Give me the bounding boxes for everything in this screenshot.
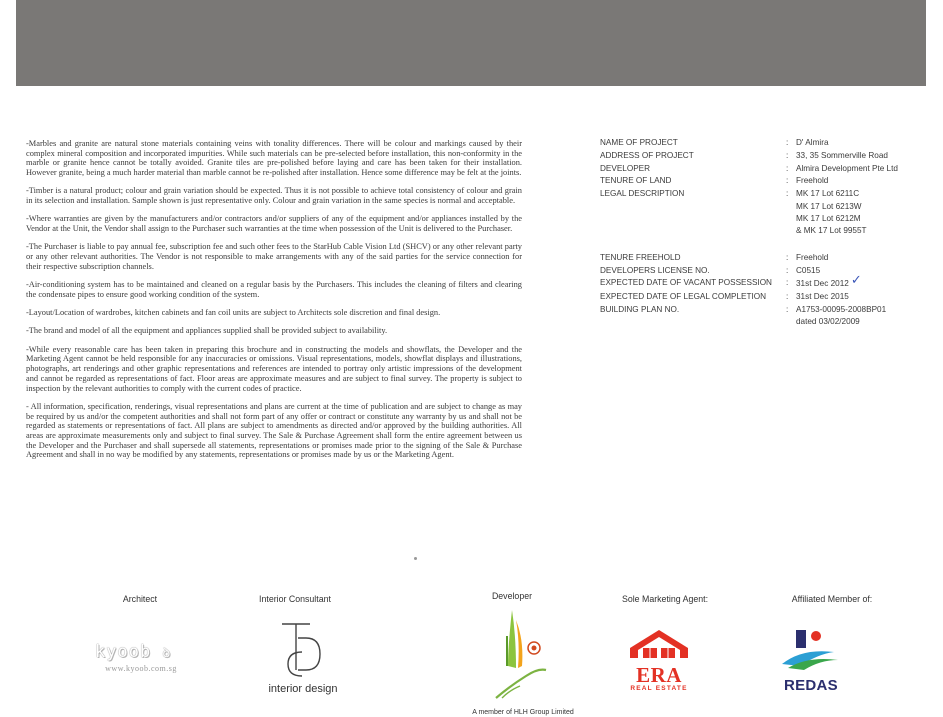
handwritten-check-icon: ✓ bbox=[850, 273, 862, 289]
detail-value-list bbox=[796, 304, 930, 329]
detail-label: DEVELOPER bbox=[600, 163, 651, 173]
detail-row-legal-description bbox=[600, 188, 930, 238]
detail-label: EXPECTED DATE OF VACANT POSSESSION bbox=[600, 278, 772, 288]
redas-logo bbox=[778, 626, 844, 694]
developer-label: Developer bbox=[491, 591, 533, 601]
detail-value: 33, 35 Sommerville Road bbox=[796, 150, 888, 160]
lot-number: MK 17 Lot 6212M bbox=[796, 214, 861, 223]
detail-label: TENURE OF LAND bbox=[600, 176, 672, 186]
lot-number: MK 17 Lot 6211C bbox=[796, 189, 860, 199]
interior-consultant-logo bbox=[258, 618, 348, 695]
detail-row-license bbox=[600, 265, 930, 278]
detail-label: BUILDING PLAN NO. bbox=[600, 305, 680, 314]
detail-row-tenure-land bbox=[600, 175, 930, 188]
detail-label: LEGAL DESCRIPTION bbox=[600, 189, 685, 199]
detail-row-building-plan bbox=[600, 304, 930, 329]
project-details bbox=[600, 137, 930, 329]
redas-emblem-icon bbox=[778, 626, 844, 670]
detail-separator: : bbox=[786, 189, 789, 199]
disclaimer-cable-fees: -The Purchaser is liable to pay annual fee, subscription fee and such other fees to the StarHub Cable Vision Ltd (SHCV) or any other relevant party or any other relevant authorities. The Vendor is not responsible to make arrangements with any of the said parties for the service connection for their respective subscription channels. bbox=[26, 242, 522, 271]
hlh-group-footnote: A member of HLH Group Limited bbox=[472, 709, 574, 716]
era-logo bbox=[628, 628, 690, 692]
detail-value-list bbox=[796, 188, 930, 238]
vacant-possession-date: 31st Dec 2012 bbox=[796, 279, 849, 289]
era-subtitle: REAL ESTATE bbox=[630, 685, 688, 692]
disclaimer-warranties: -Where warranties are given by the manufacturers and/or contractors and/or suppliers of any of the equipment and/or appliances installed by the Vendor at the Unit, the Vendor shall assign to the Purchaser such warranties at the time when possession of the Unit is delivered to the Purchaser. bbox=[26, 214, 522, 234]
detail-label: TENURE FREEHOLD bbox=[600, 252, 681, 262]
era-house-roof-icon bbox=[628, 628, 690, 660]
building-plan-date: dated 03/02/2009 bbox=[796, 317, 860, 327]
tdc-monogram-icon bbox=[258, 618, 348, 680]
detail-label: DEVELOPERS LICENSE NO. bbox=[600, 265, 710, 275]
disclaimer-timber: -Timber is a natural product; colour and grain variation should be expected. Thus it is not possible to achieve total consistency of colour and grain in its selection and installation. Sample shown is just representative only. Colour and grain variation in the same species is normal and acceptable. bbox=[26, 186, 522, 206]
detail-label: ADDRESS OF PROJECT bbox=[600, 150, 694, 160]
disclaimer-text bbox=[26, 139, 522, 469]
detail-value: Freehold bbox=[796, 176, 829, 186]
hlh-developer-emblem-icon bbox=[490, 606, 550, 706]
redas-wordmark: REDAS bbox=[783, 677, 838, 694]
detail-separator: : bbox=[786, 252, 789, 262]
detail-separator: : bbox=[786, 138, 789, 147]
detail-separator: : bbox=[786, 278, 789, 288]
detail-value: Freehold bbox=[796, 252, 829, 262]
developer-logo bbox=[490, 606, 550, 711]
detail-value: Almira Development Pte Ltd bbox=[796, 163, 898, 173]
detail-separator: : bbox=[786, 163, 789, 173]
detail-separator: : bbox=[786, 176, 789, 186]
kyoob-wordmark: kyoob ꝺ bbox=[95, 642, 172, 662]
building-plan-number: A1753-00095-2008BP01 bbox=[796, 305, 887, 314]
detail-separator: : bbox=[786, 150, 789, 160]
detail-row-developer bbox=[600, 163, 930, 176]
disclaimer-marble: -Marbles and granite are natural stone materials containing veins with tonality differences. There will be colour and markings caused by their complex mineral composition and incorporated impurities. While such materials can be pre-selected before installation, this non-conformity in the marble or granite hence cannot be totally avoided. Granite tiles are pre-polished before laying and care has been taken for their installation. However granite, being a much harder material than marble cannot be re-polished after installation. Hence some difference may be felt at the joints. bbox=[26, 139, 522, 178]
detail-label: NAME OF PROJECT bbox=[600, 138, 678, 147]
interior-design-caption: interior design bbox=[268, 683, 338, 695]
disclaimer-representations: -While every reasonable care has been taken in preparing this brochure and in constructing the models and showflats, the Developer and the Marketing Agent cannot be held responsible for any inaccuracies or omissions. Visual representations, models, showflat displays and illustrations, photographs, art renderings and other graphic representations and references are intended to portray only artistic impressions of the development and cannot be regarded as representations of fact. Floor areas are approximate measures and are subject to final survey. The property is subject to inspection by the relevant authorities to comply with the current codes of practice. bbox=[26, 344, 522, 393]
detail-row-address bbox=[600, 150, 930, 163]
detail-separator: : bbox=[786, 265, 789, 275]
disclaimer-information: - All information, specification, renderings, visual representations and plans are current at the time of publication and are subject to change as may be required by us and/or the competent authorities and shall not form part of any offer or contract or constitute any warranty by us and shall not be regarded as statements or representations of fact. All plans are subject to amendments as directed and/or approved by the building authorities. All areas are approximate measurements only and subject to final survey. The Sale & Purchase Agreement shall form the entire agreement between us the Developer and the Purchaser and shall supersede all statements, representations or promises made prior to the signing of the Sale & Purchase Agreement and shall in no way be modified by any statements, representations or promises made by us or the Marketing Agent. bbox=[26, 401, 522, 460]
disclaimer-brands: -The brand and model of all the equipment and appliances supplied shall be provided subject to availability. bbox=[26, 326, 388, 336]
detail-value: 31st Dec 2015 bbox=[796, 292, 849, 302]
detail-value bbox=[796, 273, 930, 291]
lot-number: MK 17 Lot 6213W bbox=[796, 201, 862, 211]
detail-separator: : bbox=[786, 292, 789, 302]
architect-logo bbox=[95, 642, 187, 673]
marketing-agent-label: Sole Marketing Agent: bbox=[621, 594, 709, 604]
detail-value: D' Almira bbox=[796, 138, 829, 147]
disclaimer-layout: -Layout/Location of wardrobes, kitchen cabinets and fan coil units are subject to Architects sole discretion and final design. bbox=[26, 308, 441, 318]
era-wordmark: ERA bbox=[636, 663, 682, 687]
detail-value: C0515 bbox=[796, 265, 821, 275]
detail-label: EXPECTED DATE OF LEGAL COMPLETION bbox=[600, 292, 767, 302]
detail-row-legal-completion bbox=[600, 291, 930, 304]
divider-dot bbox=[414, 557, 417, 560]
interior-consultant-label: Interior Consultant bbox=[259, 594, 331, 604]
lot-number: & MK 17 Lot 9955T bbox=[796, 226, 867, 236]
detail-separator: : bbox=[786, 305, 789, 314]
header-photo-band bbox=[16, 0, 926, 86]
detail-row-tenure-freehold bbox=[600, 252, 930, 265]
architect-label: Architect bbox=[122, 594, 158, 604]
detail-row-name bbox=[600, 137, 930, 150]
detail-row-vacant-possession bbox=[600, 273, 930, 291]
disclaimer-aircon: -Air-conditioning system has to be maintained and cleaned on a regular basis by the Purchasers. This includes the cleaning of filters and clearing the condensate pipes to ensure good working condition of the system. bbox=[26, 280, 522, 299]
affiliated-member-label: Affiliated Member of: bbox=[791, 594, 873, 604]
kyoob-url: www.kyoob.com.sg bbox=[105, 664, 177, 673]
